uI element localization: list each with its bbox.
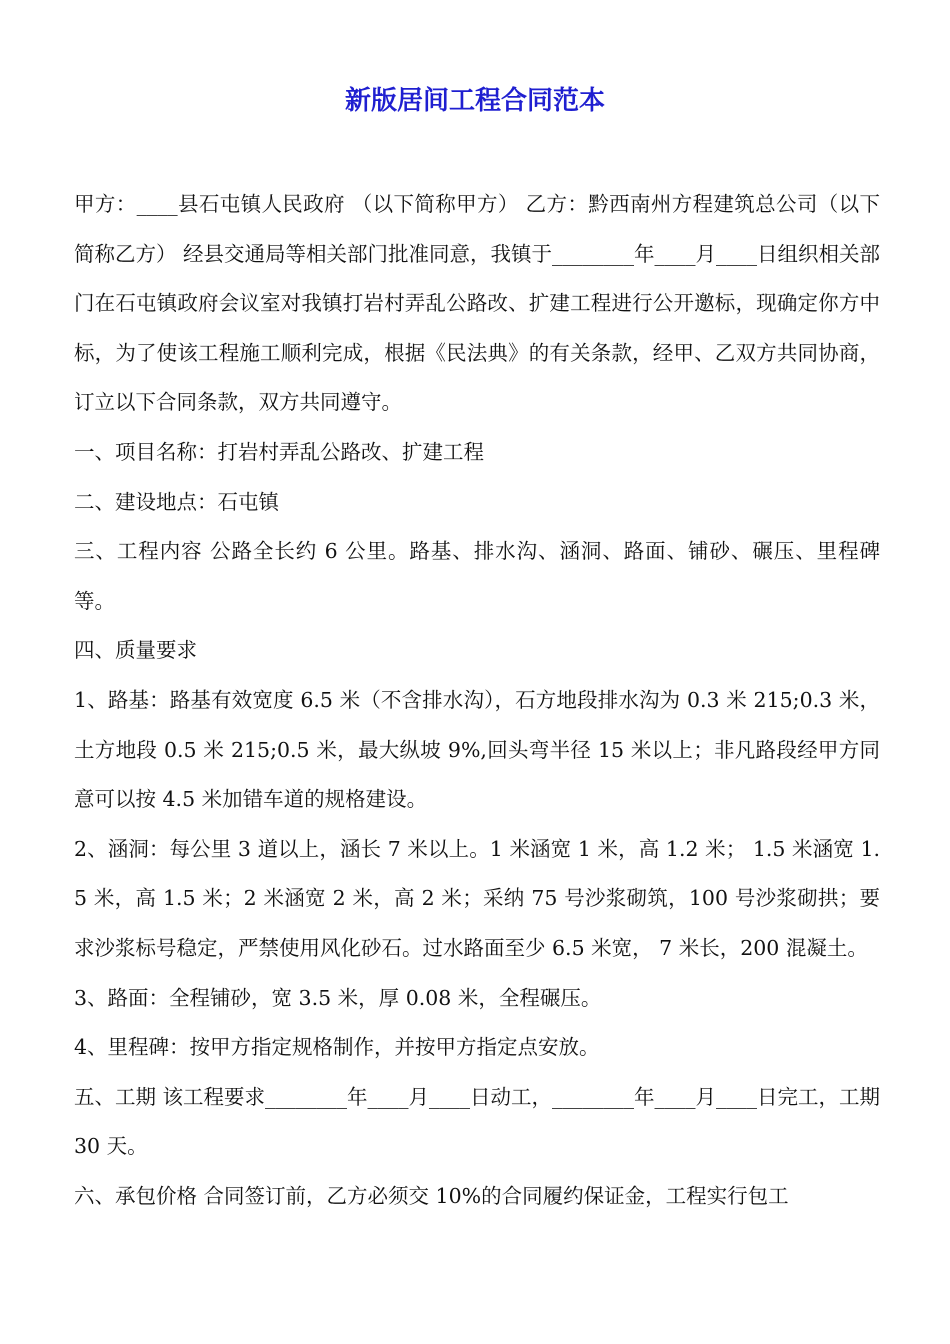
quality-item-culvert: 2、涵洞：每公里 3 道以上，涵长 7 米以上。1 米涵宽 1 米，高 1.2 米； 1.5 米涵宽 1.5 米，高 1.5 米；2 米涵宽 2 米，高 2 米；采纳 75 号沙浆砌筑，100 号沙浆砌拱；要求沙浆标号稳定，严禁使用风化砂石。过水路面至少 6.5 米宽， 7 米长，200 混凝土。: [74, 836, 880, 960]
document-title: 新版居间工程合同范本: [344, 86, 605, 116]
document-body: [74, 180, 880, 1221]
section-quality-heading: 四、质量要求: [74, 638, 197, 663]
section-project-name: 一、项目名称：打岩村弄乱公路改、扩建工程: [74, 439, 484, 464]
quality-item-milestone: 4、里程碑：按甲方指定规格制作，并按甲方指定点安放。: [74, 1035, 600, 1060]
quality-item-pavement: 3、路面：全程铺砂，宽 3.5 米，厚 0.08 米，全程碾压。: [74, 985, 602, 1010]
quality-item-roadbed: 1、路基：路基有效宽度 6.5 米（不含排水沟），石方地段排水沟为 0.3 米 215;0.3 米，土方地段 0.5 米 215;0.5 米，最大纵坡 9%,回头弯半径 15 米以上；非凡路段经甲方同意可以按 4.5 米加错车道的规格建设。: [74, 687, 880, 812]
intro-paragraph: 甲方：____县石屯镇人民政府 （以下简称甲方） 乙方：黔西南州方程建筑总公司（以下简称乙方） 经县交通局等相关部门批准同意，我镇于________年____月____日组织相关部门在石屯镇政府会议室对我镇打岩村弄乱公路改、扩建工程进行公开邀标，现确定你方中标，为了使该工程施工顺利完成，根据《民法典》的有关条款，经甲、乙双方共同协商，订立以下合同条款，双方共同遵守。: [74, 192, 881, 415]
section-price: 六、承包价格 合同签订前，乙方必须交 10%的合同履约保证金，工程实行包工: [74, 1183, 789, 1208]
section-location: 二、建设地点：石屯镇: [74, 489, 279, 514]
section-scope: 三、工程内容 公路全长约 6 公里。路基、排水沟、涵洞、路面、铺砂、碾压、里程碑等。: [74, 539, 880, 613]
section-schedule: 五、工期 该工程要求________年____月____日动工，________年____月____日完工，工期30 天。: [74, 1084, 881, 1159]
